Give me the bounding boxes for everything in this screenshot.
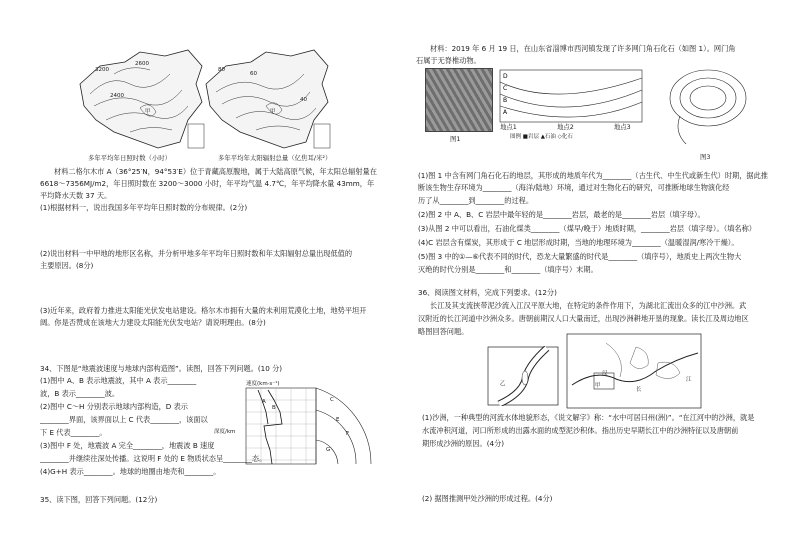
question-36-line: 略图回答问题。 <box>418 327 469 336</box>
svg-text:B: B <box>503 97 508 104</box>
yangtze-region-map <box>566 333 702 409</box>
chart-label-E: E <box>336 417 340 423</box>
svg-text:C: C <box>503 85 508 92</box>
chart-label-A: A <box>262 399 266 405</box>
material-2-line: 材料二格尔木市 A（36°25′N，94°53′E）位于青藏高原腹地，属于大陆高原气候，年太阳总辐射量在 <box>54 167 377 176</box>
question-34-line: (1)图中 A、B 表示地震波，其中 A 表示________ <box>40 376 197 385</box>
question-34-line: 下 E 代表________。 <box>40 428 107 437</box>
map1-label: 甲 <box>145 109 151 115</box>
chart-label-F: F <box>346 431 350 437</box>
map2-label: 40 <box>300 97 307 103</box>
map2-caption: 多年平均年太阳辐射总量（亿焦耳/米²） <box>218 154 332 162</box>
question-1: (1)根据材料一，说出我国多年平均年日照时数的分布规律。(2分) <box>40 203 248 212</box>
material-line: 石属于无脊椎动物。 <box>416 56 481 65</box>
question-34-line: ________并继续往深处传播。这说明 F 处的 E 物质状态呈________态。 <box>40 454 267 463</box>
map-label-jia: 甲 <box>595 383 601 389</box>
question-2-line: 主要原因。(8分) <box>40 261 94 270</box>
question-36-1-line: 期形成沙洲的原因。(4分) <box>422 439 505 448</box>
fig2-point-2: 地点2 <box>556 123 574 131</box>
map1-label: 3200 <box>95 67 109 73</box>
question-34-line: 34、下图是“地震波速度与地球内部构造图”。读图，回答下列问题。(10 分) <box>40 364 283 373</box>
question-36-1-line: 水流冲积河道，河口所形成的出露水面的成型泥沙积体。指出历史早期长江中的沙洲特征以及唐朝前 <box>422 426 739 435</box>
question-36-line: 长江及其支流挟带泥沙流入江汉平原大地，在特定的条件作用下，为湖北汇流出众多的江中沙洲。武 <box>430 301 747 310</box>
question-34-line: ________界面，该界面以上 C 代表________，该面以 <box>40 415 208 424</box>
map2-label: 甲 <box>270 109 276 115</box>
question-34-line: (2)图中 C～H 分别表示地球内部构造，D 表示 <box>40 402 188 411</box>
question-line: 灭绝的时代分别是________和________（填序号）末期。 <box>418 265 598 274</box>
chart-title: 速度(km·s⁻¹) <box>246 381 280 387</box>
map-label-yi: 乙 <box>500 381 506 387</box>
solar-radiation-map <box>196 44 336 154</box>
fig2-legend: 图例 ■岩层 ▲石油 ◇化石 <box>510 134 573 140</box>
question-line: (2)图 2 中 A、B、C 岩层中最年轻的是________岩层，最老的是________岩层（填字母）。 <box>418 210 705 219</box>
geologic-time-spiral <box>660 66 750 152</box>
fig2-point-3: 地点3 <box>613 123 631 131</box>
chart-label-G: G <box>326 447 331 453</box>
question-34-line: 波，B 表示________波。 <box>40 389 120 398</box>
map2-label: 60 <box>250 71 257 77</box>
question-36-1-line: (1)沙洲，一种典型的河流水体地貌形态，《说文解字》称：“水中可居曰州(洲)”。“在江河中的沙洲，就是 <box>422 413 755 422</box>
fig1-label: 图1 <box>450 135 461 143</box>
question-34-line: (3)图中 F 处，地震波 A 完全________，地震波 B 速度 <box>40 441 215 450</box>
chart-y-label: 深度/km <box>214 429 236 435</box>
question-36-2: (2) 据图推测甲处沙洲的形成过程。(4分) <box>422 494 553 503</box>
fossil-photo <box>425 68 493 132</box>
map2-label: 80 <box>218 67 225 73</box>
svg-text:D: D <box>503 73 508 80</box>
question-line: (5)图 3 中的①—⑥代表不同的时代，恐龙大量繁盛的时代是________（填序号），地质史上两次生物大 <box>418 252 742 261</box>
question-35: 35、读下图，回答下列问题。(12分) <box>40 495 158 504</box>
fig2-points <box>500 122 631 131</box>
chart-label-C: C <box>330 397 334 403</box>
map-label-jiang: 江 <box>686 377 692 383</box>
question-line: (4)C 岩层含有煤炭，其形成于 C 地层形成时期，当地的地理环境为________（温暖湿润/寒冷干燥）。 <box>418 238 739 247</box>
material-line: 材料：2019 年 6 月 19 日，在山东省淄博市西河镇发现了许多网门角石化石（如图 1）。网门角 <box>430 44 736 53</box>
fig3-label: 图3 <box>700 153 711 161</box>
question-3-line: 阔。你是否赞成在该地大力建设太阳能光伏发电站？请说明理由。(8分) <box>40 318 266 327</box>
question-line: (3)从图 2 中可以看出，石油化煤类________（煤早/晚于）地质时期，________岩层（填字母）。（填名称） <box>418 224 756 233</box>
svg-text:A: A <box>503 109 508 116</box>
seismic-wave-chart <box>216 380 376 470</box>
question-line: 断该生物生存环境为________（海洋/陆地）环境，通过对生物化石的研究，可推断地球生物演化经 <box>418 183 730 192</box>
material-2-line: 平均降水天数 37 天。 <box>40 191 112 200</box>
map1-caption: 多年平均年日照时数（小时） <box>88 154 172 162</box>
question-36-line: 汉附近的长江河道中沙洲众多。唐朝前期汉人口大量南迁，出现沙洲耕地开垦的现象。读长江及周边地区 <box>418 314 749 323</box>
chart-label-B: B <box>272 405 276 411</box>
question-line: (1)图 1 中含有网门角石化石的地层，其形成的地质年代为________（古生代、中生代或新生代）时期，据此推 <box>418 171 768 180</box>
question-36-line: 36、阅读图文材料，完成下列要求。(12分) <box>418 288 557 297</box>
yangtze-detail-map <box>487 346 559 406</box>
map-label-chang: 长 <box>636 387 642 393</box>
question-3-line: (3)近年来，政府着力推进太阳能光伏发电站建设。格尔木市拥有大量的未利用荒漠化土地，地势平坦开 <box>40 306 367 315</box>
fig2-point-1: 地点1 <box>500 123 517 131</box>
map1-label: 2600 <box>135 61 149 67</box>
question-34-line: (4)G+H 表示________。地球的地圈由地壳和________。 <box>40 467 221 476</box>
map-label-han: 汉 <box>602 371 608 377</box>
map1-label: 2400 <box>110 93 124 99</box>
question-2-line: (2)说出材料一中甲地的地形区名称，并分析甲地多年平均年日照时数和年太阳辐射总量出现低值的 <box>40 249 353 258</box>
material-2-line: 6618～7356MJ/m2，年日照时数在 3200～3000 小时，年平均气温 4.7℃，年平均降水量 43mm，年 <box>40 179 375 188</box>
question-line: 历了从________到________的过程。 <box>418 196 534 205</box>
